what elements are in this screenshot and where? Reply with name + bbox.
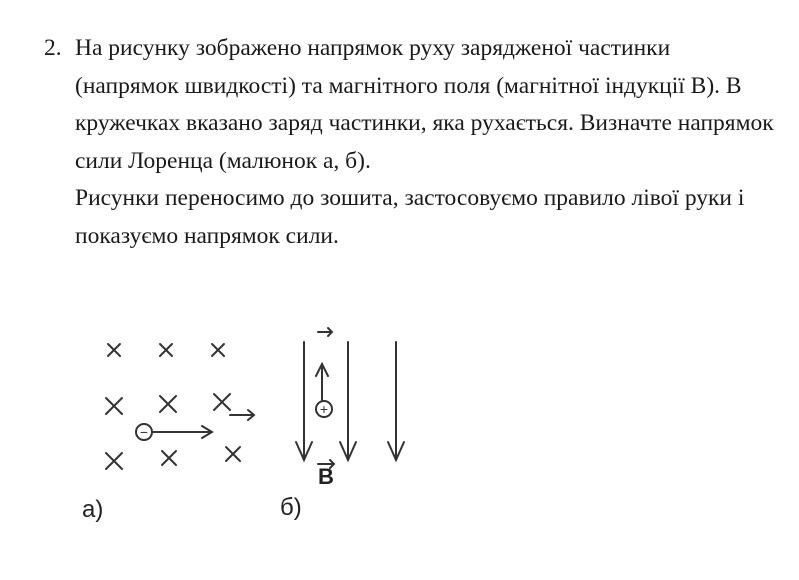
task-paragraph-1: На рисунку зображено напрямок руху зарядженої частинки (напрямок швидкості) та магнітного поля (магнітної індукції В). В кружечках вказано заряд частинки, яка рухається. Визначте напрямок сили Лоренца (малюнок а, б).: [75, 35, 774, 174]
figure: [70, 320, 450, 540]
field-crosses-a: [106, 344, 240, 469]
figure-label-a: а): [82, 496, 104, 523]
charge-b-sign: +: [319, 401, 329, 417]
field-label-b: B: [318, 464, 334, 489]
figure-label-b: б): [280, 494, 302, 521]
velocity-arrow-a: [152, 426, 212, 438]
figure-drawing: [70, 320, 450, 540]
velocity-arrow-b: [316, 364, 328, 400]
charge-a-sign: −: [139, 424, 149, 440]
task-body: [75, 30, 774, 255]
field-line-3: [388, 342, 404, 460]
task-number: 2.: [44, 35, 62, 61]
task-paragraph-2: Рисунки переносимо до зошита, застосовуємо правило лівої руки і показуємо напрямок сили.: [75, 185, 745, 249]
task-2: [44, 30, 774, 255]
field-line-2: [340, 342, 356, 460]
field-line-1: [296, 342, 312, 460]
